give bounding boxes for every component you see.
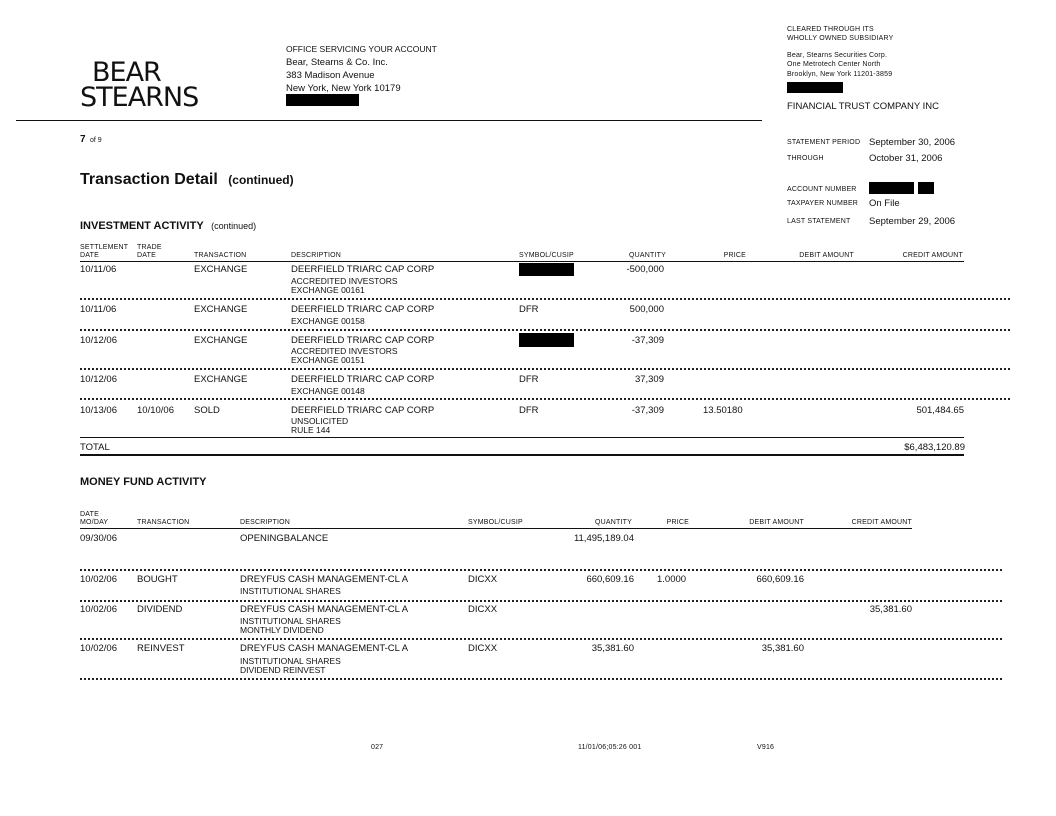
description-line-2: UNSOLICITED bbox=[291, 416, 349, 426]
clearing-heading-1: CLEARED THROUGH ITS bbox=[787, 26, 874, 33]
mf-col-price: PRICE bbox=[666, 519, 689, 526]
quantity: -37,309 bbox=[631, 335, 664, 346]
col-settlement-date-line1: SETTLEMENT bbox=[80, 244, 129, 251]
description-line-2: INSTITUTIONAL SHARES bbox=[240, 616, 341, 626]
settlement-date: 10/11/06 bbox=[80, 304, 117, 315]
mf-header-rule bbox=[80, 528, 912, 529]
settlement-date: 10/12/06 bbox=[80, 335, 117, 346]
col-trade-date bbox=[137, 244, 162, 260]
total-top-rule bbox=[80, 437, 964, 438]
symbol: DICXX bbox=[468, 604, 498, 615]
transaction-type: EXCHANGE bbox=[194, 374, 248, 385]
quantity: 11,495,189.04 bbox=[573, 533, 634, 544]
settlement-date: 10/12/06 bbox=[80, 374, 117, 385]
transaction-type: REINVEST bbox=[137, 643, 185, 654]
settlement-date: 10/13/06 bbox=[80, 405, 117, 416]
date: 10/02/06 bbox=[80, 604, 117, 615]
mf-col-date-line2: MO/DAY bbox=[80, 519, 109, 526]
col-description: DESCRIPTION bbox=[291, 252, 342, 259]
page-title-main: Transaction Detail bbox=[80, 171, 218, 188]
settlement-date: 10/11/06 bbox=[80, 264, 117, 275]
last-statement-label: LAST STATEMENT bbox=[787, 218, 851, 225]
price: 1.0000 bbox=[657, 574, 687, 585]
through-value: October 31, 2006 bbox=[869, 153, 943, 164]
debit-amount: 35,381.60 bbox=[761, 643, 804, 654]
col-settlement-date-line2: DATE bbox=[80, 252, 99, 259]
statement-period-label: STATEMENT PERIOD bbox=[787, 139, 861, 146]
quantity: 37,309 bbox=[634, 374, 664, 385]
credit-amount: 501,484.65 bbox=[916, 405, 964, 416]
col-credit: CREDIT AMOUNT bbox=[902, 252, 963, 259]
date: 10/02/06 bbox=[80, 643, 117, 654]
date: 10/02/06 bbox=[80, 574, 117, 585]
description-line-3: MONTHLY DIVIDEND bbox=[240, 625, 324, 635]
description-line-2: EXCHANGE 00158 bbox=[291, 316, 365, 326]
description: DREYFUS CASH MANAGEMENT-CL A bbox=[240, 643, 409, 654]
description-line-2: INSTITUTIONAL SHARES bbox=[240, 586, 341, 596]
symbol: DICXX bbox=[468, 643, 498, 654]
mf-col-debit: DEBIT AMOUNT bbox=[749, 519, 804, 526]
description-line-2: ACCREDITED INVESTORS bbox=[291, 346, 398, 356]
trust-company: FINANCIAL TRUST COMPANY INC bbox=[787, 101, 940, 112]
branch-line-1: Bear, Stearns & Co. Inc. bbox=[286, 57, 388, 68]
page-of-label: of 9 bbox=[90, 137, 102, 144]
clearing-heading-2: WHOLLY OWNED SUBSIDIARY bbox=[787, 35, 894, 42]
investment-header-rule bbox=[80, 261, 964, 262]
logo-line-2: STEARNS bbox=[80, 82, 199, 113]
debit-amount: 660,609.16 bbox=[756, 574, 804, 585]
description-line-3: EXCHANGE 00151 bbox=[291, 355, 365, 365]
clearing-line-2: One Metrotech Center North bbox=[787, 61, 881, 68]
total-value: $6,483,120.89 bbox=[904, 442, 965, 453]
redacted-cusip bbox=[519, 333, 574, 347]
symbol: DFR bbox=[519, 374, 539, 385]
transaction-type: DIVIDEND bbox=[137, 604, 183, 615]
row-divider bbox=[80, 329, 1010, 331]
page-number: 7 bbox=[80, 134, 86, 145]
mf-col-quantity: QUANTITY bbox=[595, 519, 632, 526]
total-label: TOTAL bbox=[80, 442, 110, 453]
description: DEERFIELD TRIARC CAP CORP bbox=[291, 304, 435, 315]
through-label: THROUGH bbox=[787, 155, 824, 162]
footer-code-3: V916 bbox=[757, 744, 775, 751]
col-debit: DEBIT AMOUNT bbox=[799, 252, 854, 259]
taxpayer-number-value: On File bbox=[869, 198, 900, 209]
description: OPENINGBALANCE bbox=[240, 533, 329, 544]
page-title-sub: (continued) bbox=[228, 173, 294, 187]
total-bottom-rule bbox=[80, 454, 964, 456]
redacted-cusip bbox=[519, 263, 574, 276]
redacted-block bbox=[787, 82, 843, 93]
redacted-account-number bbox=[869, 182, 914, 194]
mf-col-date bbox=[80, 511, 108, 527]
mf-col-credit: CREDIT AMOUNT bbox=[851, 519, 912, 526]
description-line-2: INSTITUTIONAL SHARES bbox=[240, 656, 341, 666]
row-divider bbox=[80, 569, 1002, 571]
col-quantity: QUANTITY bbox=[629, 252, 666, 259]
description: DEERFIELD TRIARC CAP CORP bbox=[291, 374, 435, 385]
description: DREYFUS CASH MANAGEMENT-CL A bbox=[240, 604, 409, 615]
quantity: -500,000 bbox=[626, 264, 664, 275]
statement-period-value: September 30, 2006 bbox=[869, 137, 956, 148]
money-fund-heading: MONEY FUND ACTIVITY bbox=[80, 476, 207, 488]
description: DEERFIELD TRIARC CAP CORP bbox=[291, 335, 435, 346]
row-divider bbox=[80, 638, 1002, 640]
description: DREYFUS CASH MANAGEMENT-CL A bbox=[240, 574, 409, 585]
description-line-3: EXCHANGE 00161 bbox=[291, 285, 365, 295]
description: DEERFIELD TRIARC CAP CORP bbox=[291, 405, 435, 416]
quantity: -37,309 bbox=[631, 405, 664, 416]
price: 13.50180 bbox=[703, 405, 743, 416]
taxpayer-number-label: TAXPAYER NUMBER bbox=[787, 200, 859, 207]
col-transaction: TRANSACTION bbox=[194, 252, 247, 259]
row-divider bbox=[80, 678, 1002, 680]
transaction-type: SOLD bbox=[194, 405, 220, 416]
footer-code-1: 027 bbox=[371, 744, 384, 751]
trade-date: 10/10/06 bbox=[137, 405, 174, 416]
last-statement-value: September 29, 2006 bbox=[869, 216, 956, 227]
mf-col-transaction: TRANSACTION bbox=[137, 519, 190, 526]
quantity: 35,381.60 bbox=[591, 643, 634, 654]
page-title bbox=[80, 171, 294, 189]
credit-amount: 35,381.60 bbox=[869, 604, 912, 615]
row-divider bbox=[80, 368, 1010, 370]
footer-code-2: 11/01/06;05:26 001 bbox=[578, 744, 642, 751]
branch-heading: OFFICE SERVICING YOUR ACCOUNT bbox=[286, 44, 437, 54]
transaction-type: EXCHANGE bbox=[194, 264, 248, 275]
col-settlement-date bbox=[80, 244, 128, 260]
symbol: DICXX bbox=[468, 574, 498, 585]
logo-line-1: BEAR bbox=[92, 57, 161, 88]
quantity: 500,000 bbox=[629, 304, 664, 315]
row-divider bbox=[80, 600, 1002, 602]
transaction-type: EXCHANGE bbox=[194, 304, 248, 315]
transaction-type: BOUGHT bbox=[137, 574, 178, 585]
symbol: DFR bbox=[519, 405, 539, 416]
redacted-block bbox=[286, 94, 359, 106]
description-line-2: ACCREDITED INVESTORS bbox=[291, 276, 398, 286]
mf-col-symbol: SYMBOL/CUSIP bbox=[468, 519, 523, 526]
branch-line-2: 383 Madison Avenue bbox=[286, 70, 375, 81]
redacted-account-suffix bbox=[918, 182, 934, 194]
description-line-2: EXCHANGE 00148 bbox=[291, 386, 365, 396]
investment-heading bbox=[80, 216, 256, 234]
quantity: 660,609.16 bbox=[586, 574, 634, 585]
date: 09/30/06 bbox=[80, 533, 117, 544]
investment-heading-sub: (continued) bbox=[211, 221, 257, 231]
col-trade-date-line1: TRADE bbox=[137, 244, 162, 251]
mf-col-date-line1: DATE bbox=[80, 511, 99, 518]
account-number-label: ACCOUNT NUMBER bbox=[787, 186, 857, 193]
branch-line-3: New York, New York 10179 bbox=[286, 83, 401, 94]
transaction-type: EXCHANGE bbox=[194, 335, 248, 346]
description: DEERFIELD TRIARC CAP CORP bbox=[291, 264, 435, 275]
row-divider bbox=[80, 398, 1010, 400]
col-symbol: SYMBOL/CUSIP bbox=[519, 252, 574, 259]
header-rule bbox=[16, 120, 762, 121]
clearing-line-3: Brooklyn, New York 11201-3859 bbox=[787, 71, 893, 78]
description-line-3: RULE 144 bbox=[291, 425, 331, 435]
row-divider bbox=[80, 298, 1010, 300]
col-price: PRICE bbox=[723, 252, 746, 259]
investment-heading-title: INVESTMENT ACTIVITY bbox=[80, 220, 204, 232]
symbol: DFR bbox=[519, 304, 539, 315]
bear-stearns-logo bbox=[80, 57, 199, 113]
page-indicator bbox=[80, 129, 102, 147]
mf-col-description: DESCRIPTION bbox=[240, 519, 291, 526]
clearing-line-1: Bear, Stearns Securities Corp. bbox=[787, 52, 888, 59]
description-line-3: DIVIDEND REINVEST bbox=[240, 665, 326, 675]
col-trade-date-line2: DATE bbox=[137, 252, 156, 259]
